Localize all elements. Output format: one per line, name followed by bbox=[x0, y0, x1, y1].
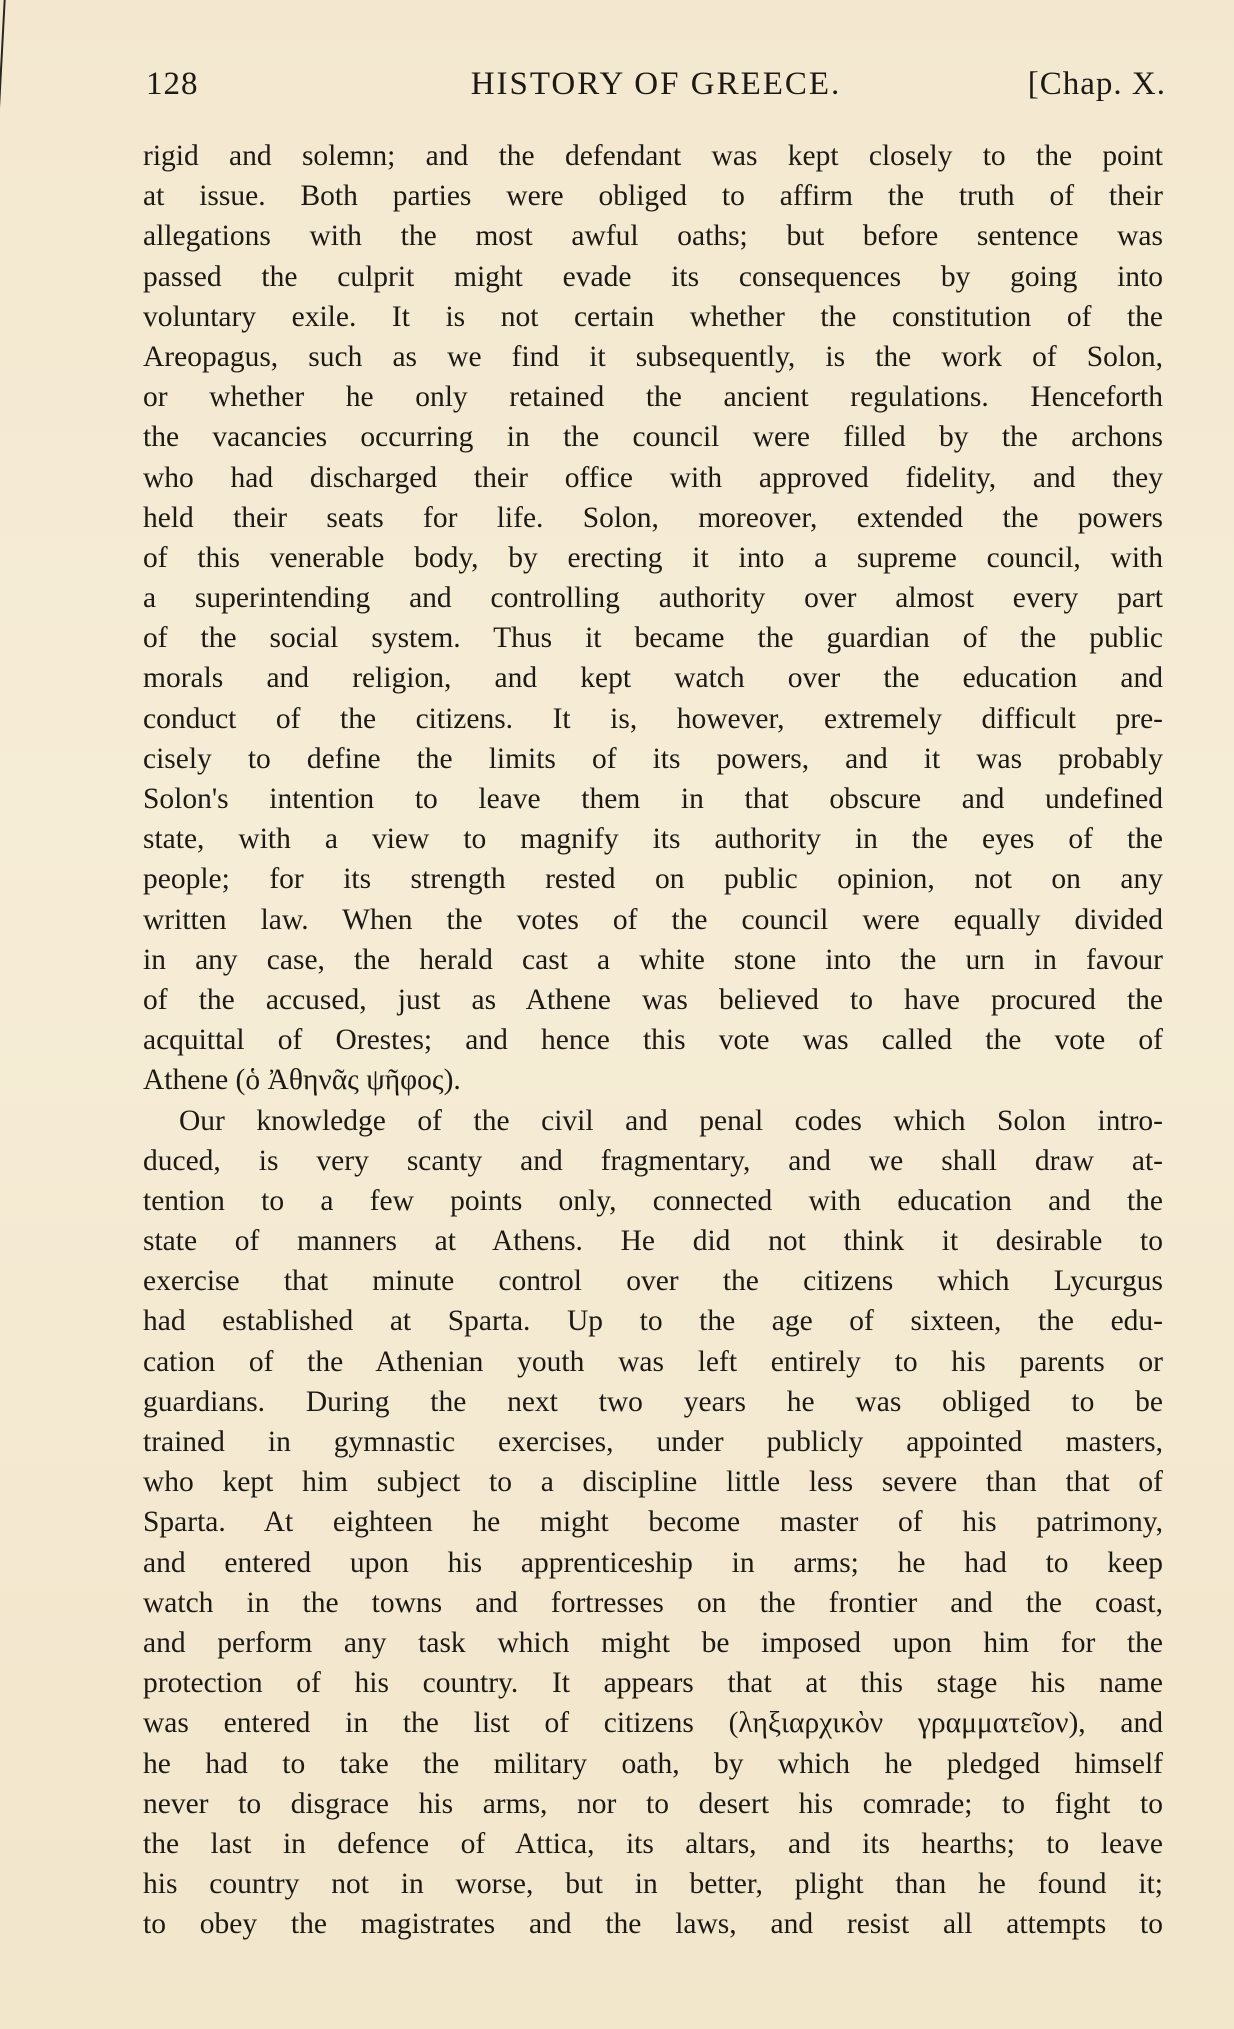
text-line: voluntary exile. It is not certain whether the constitution of the bbox=[143, 300, 1163, 333]
page-body-text bbox=[143, 136, 1163, 1944]
text-line: guardians. During the next two years he was obliged to be bbox=[143, 1385, 1163, 1418]
chapter-label: [Chap. X. bbox=[1027, 66, 1166, 102]
text-line: trained in gymnastic exercises, under publicly appointed masters, bbox=[143, 1426, 1163, 1458]
text-line: people; for its strength rested on public opinion, not on any bbox=[143, 863, 1163, 896]
paragraph-start-line: Our knowledge of the civil and penal codes which Solon intro- bbox=[179, 1104, 1163, 1137]
text-line: cisely to define the limits of its powers, and it was probably bbox=[143, 742, 1163, 775]
text-line: watch in the towns and fortresses on the frontier and the coast, bbox=[143, 1586, 1163, 1619]
text-line: passed the culprit might evade its consequences by going into bbox=[143, 260, 1163, 293]
text-line: a superintending and controlling authority over almost every part bbox=[143, 582, 1163, 615]
text-line: at issue. Both parties were obliged to affirm the truth of their bbox=[143, 180, 1163, 213]
text-line: Sparta. At eighteen he might become master of his patrimony, bbox=[143, 1506, 1163, 1539]
text-line: to obey the magistrates and the laws, and resist all attempts to bbox=[143, 1908, 1163, 1941]
text-line: state of manners at Athens. He did not think it desirable to bbox=[143, 1225, 1163, 1258]
text-line: morals and religion, and kept watch over the education and bbox=[143, 662, 1163, 695]
text-line: of this venerable body, by erecting it into a supreme council, with bbox=[143, 541, 1163, 574]
text-line: rigid and solemn; and the defendant was kept closely to the point bbox=[143, 140, 1163, 172]
text-line: duced, is very scanty and fragmentary, and we shall draw at- bbox=[143, 1144, 1163, 1177]
text-line: who kept him subject to a discipline little less severe than that of bbox=[143, 1466, 1163, 1499]
text-line: of the social system. Thus it became the guardian of the public bbox=[143, 622, 1163, 655]
text-line: acquittal of Orestes; and hence this vote was called the vote of bbox=[143, 1024, 1163, 1057]
text-line: never to disgrace his arms, nor to desert his comrade; to fight to bbox=[143, 1787, 1163, 1820]
text-line: and entered upon his apprenticeship in arms; he had to keep bbox=[143, 1546, 1163, 1579]
text-line: his country not in worse, but in better, plight than he found it; bbox=[143, 1868, 1163, 1901]
text-line: exercise that minute control over the citizens which Lycurgus bbox=[143, 1265, 1163, 1298]
text-line: or whether he only retained the ancient regulations. Henceforth bbox=[143, 381, 1163, 414]
text-line: was entered in the list of citizens (ληξιαρχικὸν γραμματεῖον), and bbox=[143, 1707, 1163, 1740]
text-line: conduct of the citizens. It is, however, extremely difficult pre- bbox=[143, 702, 1163, 735]
running-title: HISTORY OF GREECE. bbox=[470, 66, 842, 102]
page-number: 128 bbox=[146, 66, 199, 102]
text-line: Athene (ὁ Ἀθηνᾶς ψῆφος). bbox=[143, 1064, 461, 1097]
text-line: tention to a few points only, connected with education and the bbox=[143, 1184, 1163, 1217]
text-line: Areopagus, such as we find it subsequently, is the work of Solon, bbox=[143, 340, 1163, 373]
running-header bbox=[146, 66, 1166, 116]
text-line: cation of the Athenian youth was left entirely to his parents or bbox=[143, 1345, 1163, 1378]
text-line: and perform any task which might be imposed upon him for the bbox=[143, 1626, 1163, 1659]
text-line: who had discharged their office with approved fidelity, and they bbox=[143, 461, 1163, 494]
text-line: allegations with the most awful oaths; but before sentence was bbox=[143, 220, 1163, 253]
text-line: of the accused, just as Athene was believed to have procured the bbox=[143, 983, 1163, 1016]
text-line: protection of his country. It appears that at this stage his name bbox=[143, 1667, 1163, 1700]
text-line: state, with a view to magnify its authority in the eyes of the bbox=[143, 823, 1163, 856]
text-line: the last in defence of Attica, its altars, and its hearths; to leave bbox=[143, 1827, 1163, 1860]
text-line: in any case, the herald cast a white stone into the urn in favour bbox=[143, 943, 1163, 976]
text-line: held their seats for life. Solon, moreover, extended the powers bbox=[143, 501, 1163, 534]
page-edge-line bbox=[0, 0, 16, 140]
text-line: had established at Sparta. Up to the age of sixteen, the edu- bbox=[143, 1305, 1163, 1338]
text-line: Solon's intention to leave them in that obscure and undefined bbox=[143, 783, 1163, 815]
text-line: written law. When the votes of the council were equally divided bbox=[143, 903, 1163, 936]
text-line: the vacancies occurring in the council were filled by the archons bbox=[143, 421, 1163, 454]
text-line: he had to take the military oath, by which he pledged himself bbox=[143, 1747, 1163, 1780]
